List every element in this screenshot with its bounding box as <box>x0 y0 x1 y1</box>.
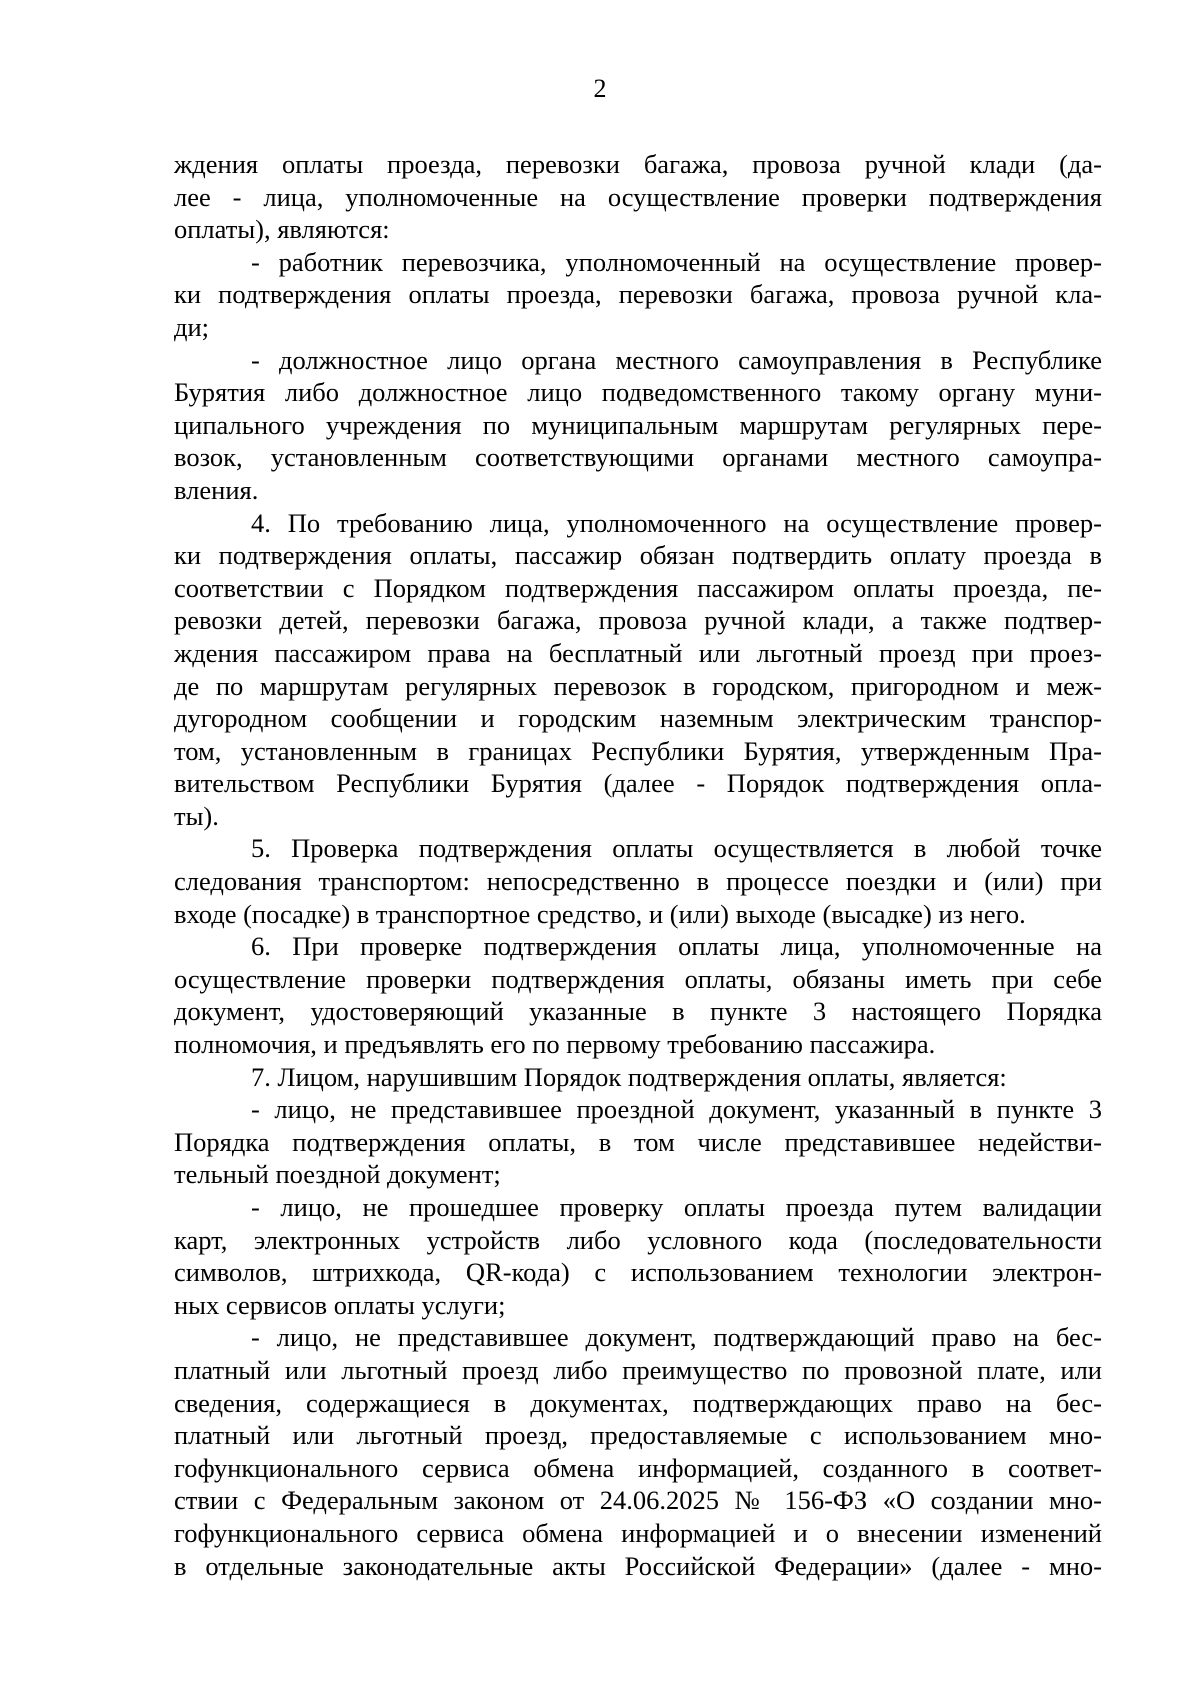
text-line: ждения оплаты проезда, перевозки багажа, провоза ручной клади (да- <box>174 149 1102 179</box>
text-line: входе (посадке) в транспортное средство, и (или) выходе (высадке) из него. <box>174 898 1026 929</box>
text-line: - работник перевозчика, уполномоченный на осуществление провер- <box>251 246 1102 277</box>
text-line: - лицо, не прошедшее проверку оплаты проезда путем валидации <box>251 1192 1102 1222</box>
text-line: в отдельные законодательные акты Российской Федерации» (далее - мно- <box>174 1550 1102 1581</box>
text-line: Порядка подтверждения оплаты, в том числе представившее недействи- <box>174 1126 1102 1157</box>
text-line: лее - лица, уполномоченные на осуществление проверки подтверждения <box>174 181 1102 212</box>
text-line: ных сервисов оплаты услуги; <box>174 1289 506 1320</box>
text-line: вления. <box>174 474 259 505</box>
text-line: том, установленным в границах Республики Бурятия, утвержденным Пра- <box>174 735 1102 766</box>
text-line: 4. По требованию лица, уполномоченного на осуществление провер- <box>251 507 1102 538</box>
text-line: оплаты), являются: <box>174 214 390 245</box>
text-line: дугородном сообщении и городским наземным электрическим транспор- <box>174 703 1102 734</box>
text-line: 6. При проверке подтверждения оплаты лица, уполномоченные на <box>251 931 1102 962</box>
text-line: 5. Проверка подтверждения оплаты осуществляется в любой точке <box>251 833 1102 864</box>
text-line: следования транспортом: непосредственно в процессе поездки и (или) при <box>174 866 1102 897</box>
text-line: ты). <box>174 800 219 831</box>
text-line: соответствии с Порядком подтверждения пассажиром оплаты проезда, пе- <box>174 572 1102 603</box>
text-line: ки подтверждения оплаты проезда, перевозки багажа, провоза ручной кла- <box>174 279 1102 310</box>
text-line: ствии с Федеральным законом от 24.06.2025 № 156-ФЗ «О создании мно- <box>174 1485 1102 1516</box>
text-line: ки подтверждения оплаты, пассажир обязан подтвердить оплату проезда в <box>174 540 1102 571</box>
text-line: ждения пассажиром права на бесплатный или льготный проезд при проез- <box>174 637 1102 668</box>
text-line: - должностное лицо органа местного самоуправления в Республике <box>251 344 1102 375</box>
text-line: сведения, содержащиеся в документах, подтверждающих право на бес- <box>174 1387 1102 1418</box>
text-line: 7. Лицом, нарушившим Порядок подтверждения оплаты, является: <box>251 1061 1007 1092</box>
text-line: возок, установленным соответствующими органами местного самоупра- <box>174 442 1102 473</box>
text-line: символов, штрихкода, QR-кода) с использованием технологии электрон- <box>174 1257 1102 1288</box>
text-line: ди; <box>174 311 210 342</box>
text-line: тельный поездной документ; <box>174 1159 501 1190</box>
text-line: карт, электронных устройств либо условного кода (последовательности <box>174 1224 1102 1255</box>
page-number: 2 <box>593 74 607 103</box>
text-line: гофункционального сервиса обмена информацией и о внесении изменений <box>174 1517 1102 1548</box>
text-line: - лицо, не представившее проездной документ, указанный в пункте 3 <box>251 1094 1102 1125</box>
text-line: Бурятия либо должностное лицо подведомственного такому органу муни- <box>174 377 1102 408</box>
text-line: полномочия, и предъявлять его по первому требованию пассажира. <box>174 1029 936 1060</box>
text-line: платный или льготный проезд, предоставляемые с использованием мно- <box>174 1420 1102 1451</box>
text-line: де по маршрутам регулярных перевозок в городском, пригородном и меж- <box>174 670 1102 701</box>
text-line: осуществление проверки подтверждения оплаты, обязаны иметь при себе <box>174 963 1102 994</box>
body-text <box>174 148 1102 1582</box>
text-line: гофункционального сервиса обмена информацией, созданного в соответ- <box>174 1452 1102 1483</box>
text-line: ревозки детей, перевозки багажа, провоза ручной клади, а также подтвер- <box>174 605 1102 636</box>
text-line: вительством Республики Бурятия (далее - Порядок подтверждения опла- <box>174 768 1102 799</box>
text-line: ципального учреждения по муниципальным маршрутам регулярных пере- <box>174 409 1102 440</box>
text-line: платный или льготный проезд либо преимущество по провозной плате, или <box>174 1354 1102 1385</box>
text-line: - лицо, не представившее документ, подтверждающий право на бес- <box>251 1322 1102 1353</box>
text-line: документ, удостоверяющий указанные в пункте 3 настоящего Порядка <box>174 996 1102 1027</box>
